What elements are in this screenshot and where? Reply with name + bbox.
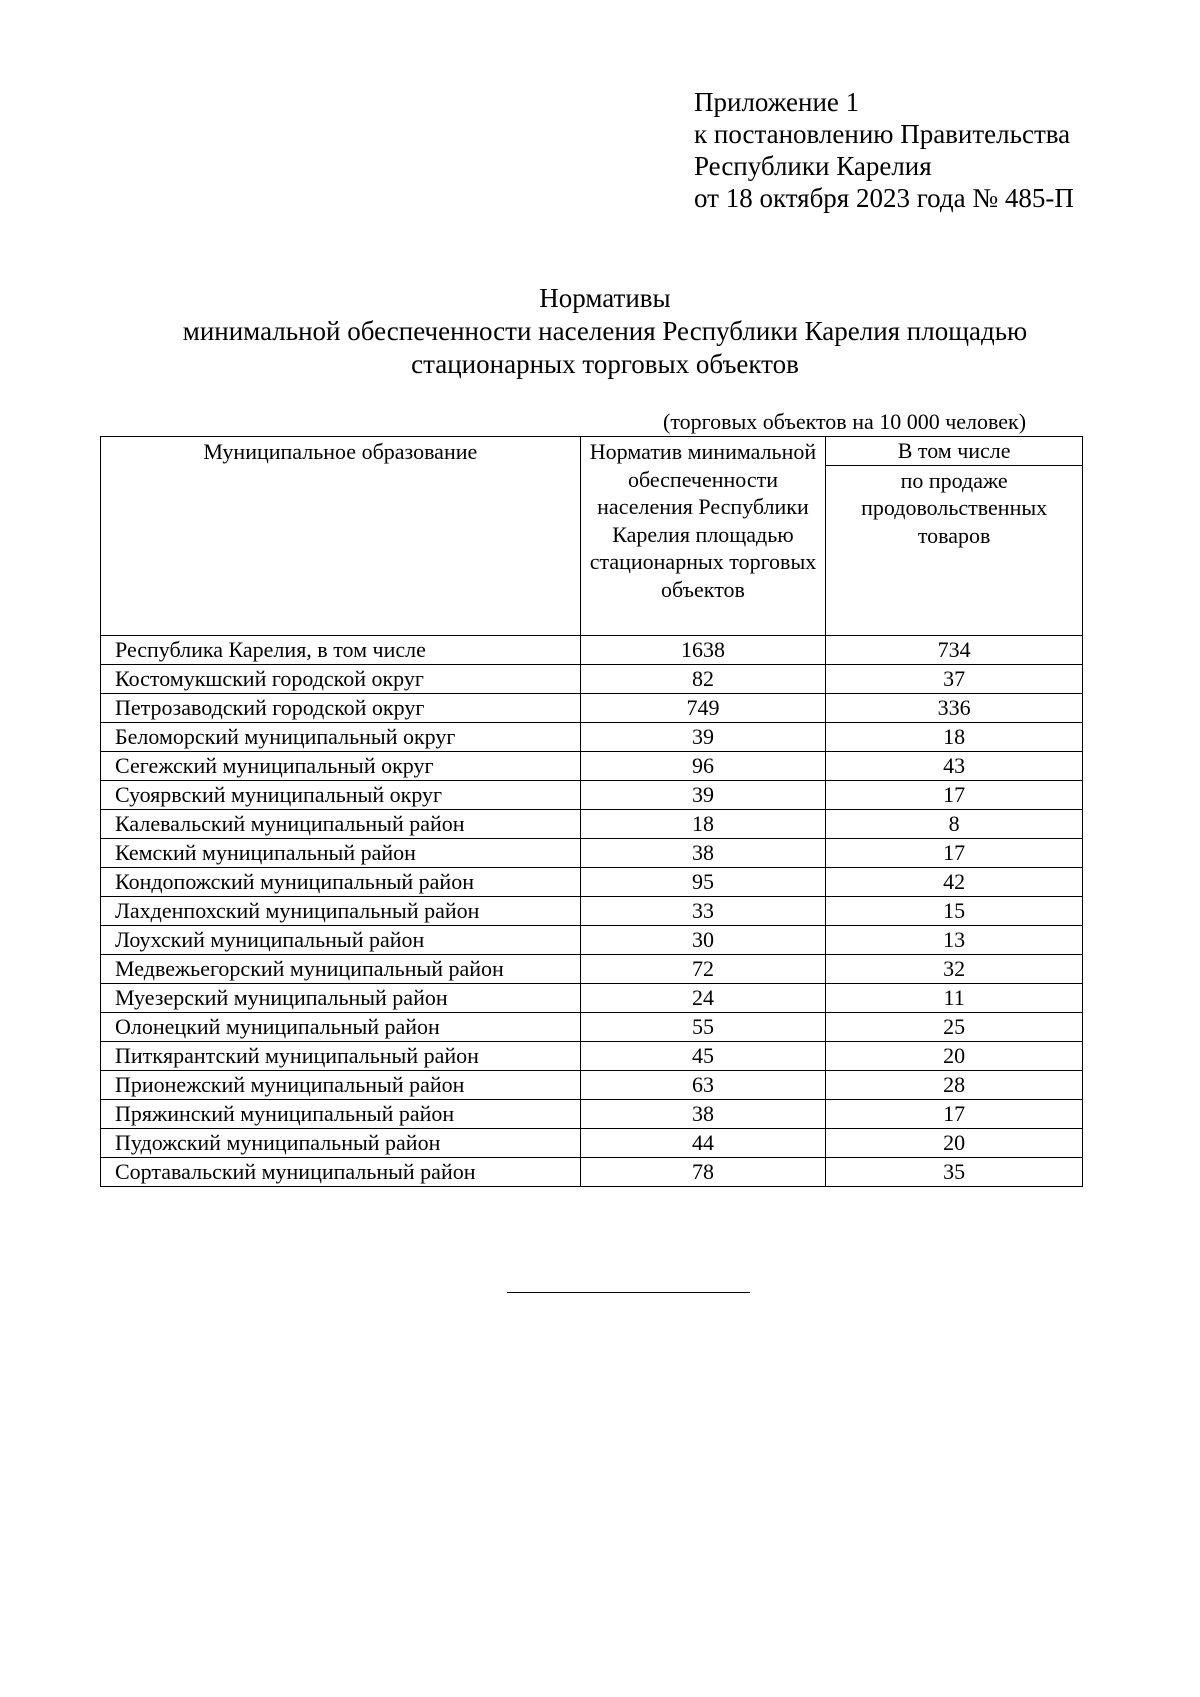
appendix-header [694,86,1074,214]
title-line-2: минимальной обеспеченности населения Республики Карелия площадью [182,316,1028,346]
norms-table [100,436,1083,1187]
cell-municipality: Сортавальский муниципальный район [101,1157,581,1186]
cell-norm: 82 [580,664,826,693]
table-row [101,1128,1083,1157]
header-including: В том числе [826,437,1083,466]
cell-municipality: Беломорский муниципальный округ [101,722,581,751]
table-row [101,751,1083,780]
appendix-line-2: к постановлению Правительства [694,119,1071,149]
units-note: (торговых объектов на 10 000 человек) [663,409,1027,434]
table-body [101,635,1083,1186]
cell-food: 18 [826,722,1083,751]
cell-food: 43 [826,751,1083,780]
table-row [101,925,1083,954]
cell-norm: 39 [580,780,826,809]
cell-municipality: Олонецкий муниципальный район [101,1012,581,1041]
cell-norm: 24 [580,983,826,1012]
cell-food: 336 [826,693,1083,722]
header-norm: Норматив минимальной обеспеченности населения Республики Карелия площадью стационарных торговых объектов [580,437,826,636]
cell-food: 15 [826,896,1083,925]
document-title [100,282,1110,381]
table-row [101,780,1083,809]
table-row [101,1012,1083,1041]
table-row [101,635,1083,664]
cell-norm: 78 [580,1157,826,1186]
cell-municipality: Лоухский муниципальный район [101,925,581,954]
header-food: по продаже продовольственных товаров [826,465,1083,635]
table-row [101,954,1083,983]
cell-municipality: Медвежьегорский муниципальный район [101,954,581,983]
cell-food: 32 [826,954,1083,983]
table-row [101,1070,1083,1099]
cell-food: 20 [826,1041,1083,1070]
cell-norm: 63 [580,1070,826,1099]
cell-norm: 95 [580,867,826,896]
cell-municipality: Пряжинский муниципальный район [101,1099,581,1128]
cell-municipality: Прионежский муниципальный район [101,1070,581,1099]
cell-norm: 749 [580,693,826,722]
cell-food: 28 [826,1070,1083,1099]
cell-municipality: Пудожский муниципальный район [101,1128,581,1157]
table-row [101,838,1083,867]
cell-food: 25 [826,1012,1083,1041]
cell-food: 42 [826,867,1083,896]
cell-municipality: Республика Карелия, в том числе [101,635,581,664]
table-row [101,809,1083,838]
cell-food: 13 [826,925,1083,954]
cell-norm: 96 [580,751,826,780]
table-row [101,1157,1083,1186]
cell-food: 35 [826,1157,1083,1186]
closing-line [507,1292,750,1293]
cell-food: 8 [826,809,1083,838]
table-row [101,983,1083,1012]
cell-norm: 44 [580,1128,826,1157]
table-row [101,896,1083,925]
cell-food: 17 [826,838,1083,867]
appendix-line-3: Республики Карелия [694,151,932,181]
cell-norm: 38 [580,1099,826,1128]
cell-food: 11 [826,983,1083,1012]
cell-municipality: Суоярвский муниципальный округ [101,780,581,809]
appendix-line-1: Приложение 1 [694,87,860,117]
cell-norm: 45 [580,1041,826,1070]
cell-food: 17 [826,1099,1083,1128]
table-row [101,722,1083,751]
cell-municipality: Калевальский муниципальный район [101,809,581,838]
cell-food: 17 [826,780,1083,809]
appendix-line-4: от 18 октября 2023 года № 485-П [694,183,1074,213]
cell-municipality: Кемский муниципальный район [101,838,581,867]
table-row [101,693,1083,722]
cell-norm: 39 [580,722,826,751]
cell-norm: 38 [580,838,826,867]
table-row [101,867,1083,896]
cell-norm: 1638 [580,635,826,664]
cell-municipality: Петрозаводский городской округ [101,693,581,722]
cell-municipality: Кондопожский муниципальный район [101,867,581,896]
cell-norm: 30 [580,925,826,954]
title-line-3: стационарных торговых объектов [411,349,799,379]
title-line-1: Нормативы [539,283,671,313]
table-row [101,1099,1083,1128]
cell-municipality: Питкярантский муниципальный район [101,1041,581,1070]
cell-norm: 18 [580,809,826,838]
cell-norm: 33 [580,896,826,925]
cell-norm: 55 [580,1012,826,1041]
cell-municipality: Лахденпохский муниципальный район [101,896,581,925]
table-row [101,664,1083,693]
cell-food: 20 [826,1128,1083,1157]
cell-municipality: Муезерский муниципальный район [101,983,581,1012]
cell-norm: 72 [580,954,826,983]
table-row [101,1041,1083,1070]
cell-food: 734 [826,635,1083,664]
cell-municipality: Костомукшский городской округ [101,664,581,693]
cell-food: 37 [826,664,1083,693]
header-municipality: Муниципальное образование [101,437,581,636]
cell-municipality: Сегежский муниципальный округ [101,751,581,780]
